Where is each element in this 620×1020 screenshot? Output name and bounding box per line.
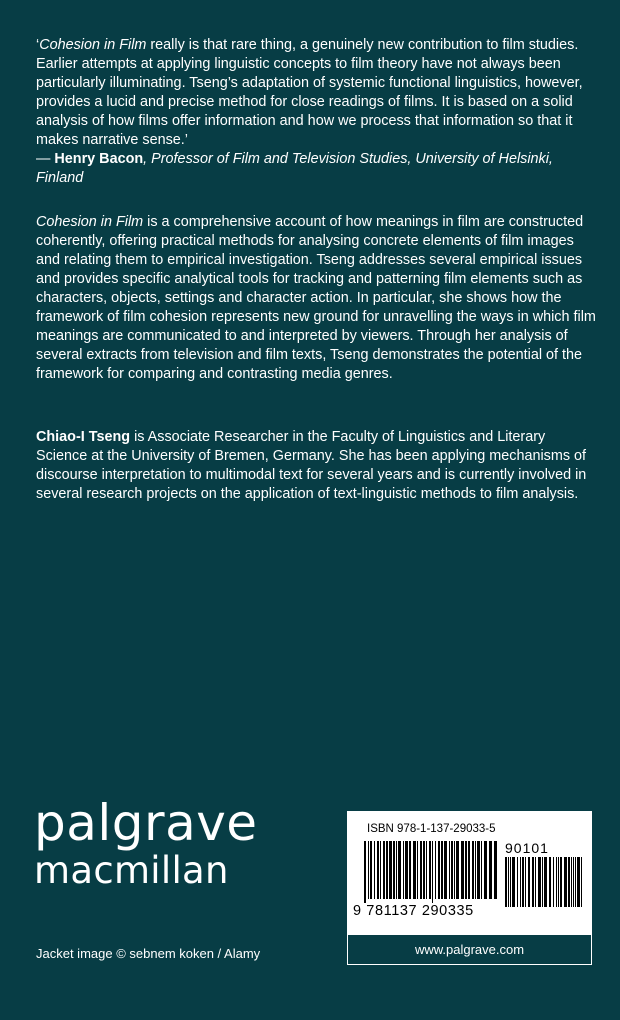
barcode-bar — [461, 841, 464, 899]
barcode-bar — [560, 857, 562, 907]
barcode-bar — [377, 841, 379, 899]
description-book-title: Cohesion in Film — [36, 214, 144, 230]
barcode-bar — [522, 857, 524, 907]
barcode-bar — [441, 841, 443, 899]
barcode-bar — [556, 857, 557, 907]
endorsement-quote — [36, 36, 596, 188]
barcode-bar — [475, 841, 476, 899]
barcode-bar — [409, 841, 411, 899]
barcode-bar — [370, 841, 372, 899]
barcode-bar — [553, 857, 554, 907]
barcode-bar — [528, 857, 530, 907]
barcode-bar — [535, 857, 536, 907]
barcode-bar — [398, 841, 401, 899]
barcode-bar — [510, 857, 511, 907]
barcode-bar — [389, 841, 392, 899]
author-bio — [36, 428, 596, 504]
barcode-bar — [481, 841, 482, 899]
barcode-bar — [364, 841, 366, 903]
barcode-bar — [468, 841, 470, 899]
barcode-bar — [417, 841, 418, 899]
description-body: is a comprehensive account of how meanings in film are constructed coherently, offering practical methods for analysing concrete elements of film images and relating them to empirical investigation. Tseng addresses several empirical issues and provides specific analytical tools for tracking and patterning film elements such as characters, objects, settings and character action. In particular, she shows how the framework of film cohesion represents new ground for unravelling the ways in which film meanings are communicated to and interpreted by viewers. Through her analysis of several extracts from television and film texts, Tseng demonstrates the potential of the framework for comparing and contrasting media genres. — [36, 214, 596, 382]
author-bio-body: is Associate Researcher in the Faculty of Linguistics and Literary Science at the University of Bremen, Germany. She has been applying mechanisms of discourse interpretation to multimodal text for several years and is currently involved in several research projects on the application of text-linguistic methods to film analysis. — [36, 429, 587, 502]
barcode-bar — [383, 841, 385, 899]
barcode-bar — [532, 857, 534, 907]
barcode-bar — [538, 857, 541, 907]
barcode-bar — [380, 841, 381, 899]
barcode-bar — [368, 841, 369, 899]
barcode-bar — [472, 841, 474, 899]
barcode-bar — [403, 841, 404, 899]
attribution-name: Henry Bacon — [54, 151, 144, 167]
barcode-bar — [544, 857, 547, 907]
barcode-bar — [489, 841, 492, 899]
barcode-bar — [386, 841, 388, 899]
author-name: Chiao-I Tseng — [36, 429, 131, 445]
barcode-bar — [438, 841, 440, 899]
barcode-bar — [571, 857, 572, 907]
barcode-bar — [564, 857, 567, 907]
barcode-bar — [512, 857, 515, 907]
barcode-bar — [413, 841, 416, 899]
publisher-url: www.palgrave.com — [347, 934, 592, 965]
barcode-bar — [505, 857, 507, 907]
jacket-image-credit: Jacket image © sebnem koken / Alamy — [36, 946, 261, 961]
barcode-bar — [525, 857, 526, 907]
barcode-bar — [542, 857, 543, 907]
price-code: 90101 — [505, 840, 549, 856]
quote-book-title: Cohesion in Film — [39, 37, 147, 53]
attribution-dash: — — [36, 151, 55, 167]
barcode-bar — [444, 841, 447, 899]
quote-open-mark: ‘ — [36, 37, 40, 53]
barcode-bar — [449, 841, 450, 899]
publisher-logo-line2: macmillan — [34, 849, 229, 892]
barcode-bar — [429, 841, 431, 899]
barcode-bar — [517, 857, 518, 907]
barcode-bar — [568, 857, 570, 907]
barcode-bar — [405, 841, 408, 899]
quote-attribution — [36, 150, 596, 188]
book-description — [36, 213, 596, 384]
barcode-bar — [549, 857, 551, 907]
barcode-bar — [581, 857, 582, 907]
barcode-bar — [477, 841, 480, 899]
barcode-bar — [396, 841, 397, 899]
quote-body: really is that rare thing, a genuinely new contribution to film studies. Earlier attempts at applying linguistic concepts to film theory have not always been particularly illuminating. Tseng’s adaptation of systemic functional linguistics, however, provides a lucid and precise method for close readings of films. It is based on a solid analysis of how films offer information and how we process that information so that it makes narrative sense.’ — [36, 37, 583, 148]
barcode-bar — [374, 841, 375, 899]
barcode-bar — [508, 857, 509, 907]
publisher-logo — [34, 794, 258, 892]
barcode-bar — [423, 841, 425, 899]
barcode-bar — [426, 841, 427, 899]
barcode-bar — [494, 841, 497, 899]
barcode-bar — [456, 841, 459, 899]
barcode-bar — [451, 841, 453, 899]
barcode-bar — [432, 841, 433, 903]
barcode-bar — [577, 857, 580, 907]
barcode-panel — [347, 811, 592, 965]
ean-digits: 9 781137 290335 — [353, 903, 474, 919]
publisher-logo-line1: palgrave — [34, 794, 258, 852]
barcode-bar — [484, 841, 487, 899]
attribution-role: , Professor of Film and Television Studies, University of Helsinki, Finland — [36, 151, 553, 186]
barcode-bar — [420, 841, 422, 899]
barcode-bar — [435, 841, 436, 899]
barcode-bar — [558, 857, 559, 907]
barcode-bar — [520, 857, 521, 907]
barcode-bar — [393, 841, 395, 899]
barcode-bar — [575, 857, 576, 907]
barcode-bar — [465, 841, 467, 899]
isbn-text: ISBN 978-1-137-29033-5 — [367, 823, 496, 835]
barcode-bar — [573, 857, 574, 907]
barcode-bar — [454, 841, 455, 899]
